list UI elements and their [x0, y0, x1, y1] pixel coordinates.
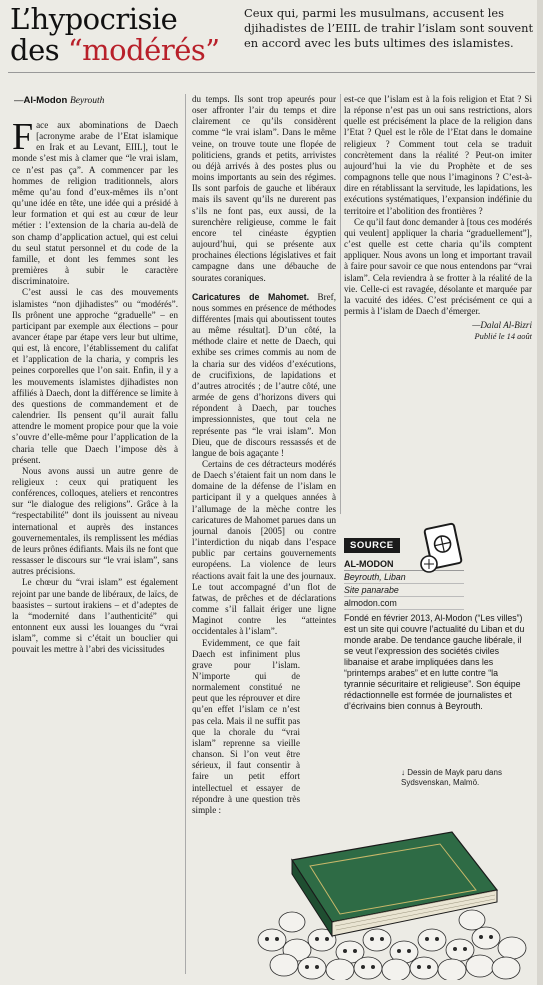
paragraph: C’est aussi le cas des mouvements islamistes “non djihadistes” ou “modérés”. Ils prônent une approche “graduelle” – en participant par exemple aux élections – pour avancer étape par étape vers leur but ultime, qui est, là encore, l’établissement du califat et l’application de la charia, y compris les peines corporelles que l’on sait. Enfin, il y a les mouvements islamistes djihadistes non affiliés à Daech, dont la différence se limite à des questions de commandement et de calendrier. Ils pensent qu’il aurait fallu attendre le moment propice pour que la voie s’ouvre d’elle-même pour l’application de la charia telle que Daech l’impose dès à présent.: [12, 287, 178, 465]
subhead-paragraph: [192, 292, 336, 459]
paragraph: est-ce que l’islam est à la fois religion et Etat ? Si la réponse n’est pas un oui sans restrictions, alors quelle est précisément la place de la religion dans l’Etat ? Quel est le rôle de l’Etat dans le domaine religieux ? Comment tout cela se traduit concrètement dans la réalité ? Peut-on imiter aujourd’hui la vie du Prophète et de ses compagnons telle que nous l’imaginons ? C’est-à-dire en rétablissant la servitude, les lapidations, les exécutions systématiques, l’expansion indéfinie du territoire et l’abolition des frontières ?: [344, 94, 532, 216]
publication-date: Publié le 14 août: [474, 332, 532, 342]
title-quoted-word: “modérés”: [67, 33, 220, 67]
author-signature: —Dalal Al-Bizri: [472, 320, 532, 331]
paragraph: Evidemment, ce que fait Daech est infiniment plus grave pour l’islam. N’importe qui de normalement constitué ne peut que les réprouver et dire qu’en effet l’islam ce n’est pas cela. Mais il ne suffit pas que la chorale du “vrai islam” reprenne sa vieille chanson. Si l’on veut être sérieux, il faut consentir à faire un petit effort intellectuel et essayer de répondre à une question très simple :: [192, 637, 300, 815]
title-prefix: des: [10, 33, 68, 67]
drop-cap: F: [12, 120, 34, 158]
source-site: [344, 584, 464, 597]
header-divider: [8, 72, 535, 73]
column-rule: [340, 94, 341, 514]
credit-arrow: ↓: [401, 768, 405, 777]
credit-text: Dessin de Mayk paru dans Sydsvenskan, Malmö.: [401, 768, 502, 787]
byline-city: Beyrouth: [69, 96, 105, 106]
paragraph-text: ace aux abominations de Daech [acronyme arabe de l’Etat islamique en Irak et au Levant, EIIL], tout le monde s’est mis à clamer que “le vrai islam, ce n’est pas ça”. A commencer par les hommes de religion traditionnels, alors même qu’au fond d’eux-mêmes ils n’ont qu’une idée en tête, une idée qui a présidé à leur formation et qui est au cœur de leur métier : l’extension de la charia au-delà de son champ d’application actuel, qui est celui du seul statut personnel et du code de la famille, et dont les femmes sont les premières à subir le caractère discriminatoire.: [12, 120, 178, 287]
paragraph: Le chœur du “vrai islam” est également rejoint par une bande de libéraux, de laïcs, de baasistes – surtout irakiens – et d’adeptes de la “modernité dans l’authenticité” qui entonnent eux aussi les louanges du “vrai islam”, comme si c’était un bouclier qui pouvait les mettre à l’abri des vicissitudes: [12, 577, 178, 655]
paragraph-text: Bref, nous sommes en présence de méthodes différentes [mais qui aboutissent toutes au même résultat]. D’un côté, la méthode claire et nette de Daech, qui exhibe ses crimes commis au nom de la charia sur des vidéos d’exécutions, de crucifixions, de lapidations et d’autres atrocités ; de l’autre côté, une armée de gens d’horizons divers qui répondent à Daech, par touches impressionnistes, que tout cela ne représente pas “le vrai islam”. Mon Dieu, que de discours ressassés et de langue de bois agaçante !: [192, 291, 336, 458]
byline-dash: —: [14, 95, 24, 106]
source-site-text: Site panarabe: [344, 585, 399, 595]
paragraph: Certains de ces détracteurs modérés de Daech s’étaient fait un nom dans le domaine de la défense de l’islam en participant il y a quelques années à l’allumage de la mèche contre les caricatures de Mahomet parues dans un journal danois [2005] ou contre l’interdiction du niqab dans l’espace public par certains gouvernements européens. La violence de leurs réactions avait fait la une des journaux. Le tout accompagné d’un flot de fatwas, de prêches et de déclarations comme s’il fallait ériger une ligne Maginot contre les “atteintes occidentales à l’islam”.: [192, 459, 336, 637]
paragraph: Ce qu’il faut donc demander à [tous ces modérés qui veulent] appliquer la charia “graduellement”], c’est quelle est cette charia qu’ils comptent appliquer. Nous avons un long et important travail à faire pour savoir ce que nous entendons par “vrai islam”. Cela reviendra à se frotter à la réalité de la vie. Celle-ci est ravagée, désolante et marquée par la vacuité des idées. C’est précisément ce qui a permis à l’islam de Daech d’émerger.: [344, 216, 532, 316]
paragraph: du temps. Ils sont trop apeurés pour oser affronter l’air du temps et dire clairement ce qu’ils considèrent comme “le vrai islam”. Dans le même veine, on trouve toute une flopée de politiciens, grands et petits, arrivistes ou déjà arrivés à des postes plus ou moins importants au sein des régimes. Ils sont parfois de gauche et libéraux mais ils savent qu’ils ne durerent pas s’ils ne font pas, eux aussi, de la surenchère religieuse, comme le fait encore tel cinéaste égyptien aujourd’hui, qui se présente aux prochaines élections législatives et fait campagne dans une débauche de sourates coraniques.: [192, 94, 336, 283]
paragraph: Nous avons aussi un autre genre de religieux : ceux qui pratiquent les conférences, colloques, ateliers et rencontres sur “le dialogue des religions”. Grâce à la “respectabilité” dont ils jouissent au niveau international et auprès des instances gouvernementales, ils remplissent les médias de leurs prônes édifiants. Mais ils ne font que ressasser le discours sur “le vrai islam”, sans autres précisions.: [12, 465, 178, 577]
byline: [14, 95, 104, 106]
article-deck: Ceux qui, parmi les musulmans, accusent les djihadistes de l’EIIL de trahir l’islam sont souvent en accord avec les buts ultimes des islamistes.: [244, 6, 534, 50]
passport-icon: [416, 520, 466, 576]
byline-source: Al-Modon: [23, 95, 68, 106]
column-rule: [185, 94, 186, 974]
source-name: AL-MODON: [344, 559, 464, 571]
source-city-text: Beyrouth, Liban: [344, 572, 406, 582]
article-column-3: [344, 94, 532, 504]
illustration-credit: [401, 768, 531, 788]
article-title: [10, 4, 240, 66]
source-tag: SOURCE: [344, 538, 400, 553]
article-column-1: [12, 120, 178, 965]
title-line-1: L’hypocrisie: [10, 2, 178, 36]
book-on-skulls-illustration: [222, 790, 542, 980]
source-url: almodon.com: [344, 597, 464, 610]
subhead: Caricatures de Mahomet.: [192, 291, 310, 302]
page-edge: [537, 0, 543, 985]
source-description: Fondé en février 2013, Al-Modon (“Les villes”) est un site qui couvre l’actualité du Liban et du monde arabe. De tendance gauche libérale, il se veut l’expression des sociétés civiles libanaise et arabe impliquées dans les “printemps arabes” et en lutte contre “la tyrannie sécuritaire et religieuse”. Son équipe rédactionnelle est formée de journalistes et d’écrivains bien connus à Beyrouth.: [344, 613, 525, 711]
title-line-2: [10, 35, 240, 66]
paragraph: [12, 120, 178, 287]
